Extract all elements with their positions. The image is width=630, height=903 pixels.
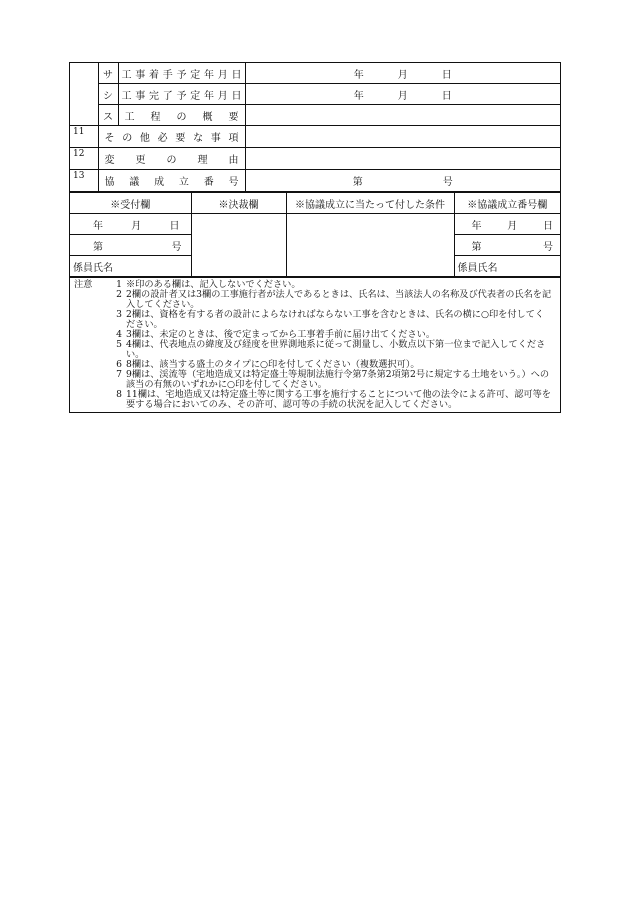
row-mark: ス	[98, 105, 118, 126]
number-prefix: 第	[93, 241, 103, 253]
note-text: 2欄の設計者又は3欄の工事施行者が法人であるときは、氏名は、当該法人の名称及び代表者の氏名を記入してください。	[126, 289, 552, 310]
reception-date-field[interactable]	[70, 214, 191, 235]
conditions-header: ※協議成立に当たって付した条件	[286, 193, 454, 214]
year-label: 年	[353, 69, 364, 81]
reception-header: ※受付欄	[70, 193, 191, 214]
lower-date-row	[70, 214, 560, 235]
other-matters-field[interactable]	[245, 126, 560, 148]
number-suffix: 号	[442, 177, 453, 188]
number-suffix: 号	[171, 241, 182, 253]
application-form	[69, 62, 561, 413]
note-item	[74, 390, 552, 410]
note-number: 1	[116, 279, 122, 290]
number-prefix: 第	[352, 177, 363, 188]
note-text: 11欄は、宅地造成又は特定盛土等に関する工事を施行することについて他の法令による許可、認可等を要する場合においてのみ、その許可、認可等の手続の状況を記入してください。	[126, 389, 551, 410]
note-number: 7	[116, 369, 122, 380]
note-text: 9欄は、渓流等（宅地造成又は特定盛土等規制法施行令第7条第2項第2号に規定する土地をいう。）への該当の有無のいずれかに○印を付してください。	[126, 369, 550, 390]
row-label: 工事完了予定年月日	[118, 84, 245, 105]
row-12	[70, 148, 560, 170]
note-number: 3	[116, 309, 122, 320]
row-mark: シ	[98, 84, 118, 105]
row-11	[70, 126, 560, 148]
note-number: 5	[116, 339, 122, 350]
row-start-date	[70, 63, 560, 84]
decision-header: ※決裁欄	[191, 193, 286, 214]
note-text: 2欄は、資格を有する者の設計によらなければならない工事を含むときは、氏名の横に○印を付してください。	[126, 309, 545, 330]
lower-table	[70, 192, 560, 277]
row-number: 11	[70, 126, 98, 148]
process-outline-field[interactable]	[245, 105, 560, 126]
note-text: 4欄は、代表地点の緯度及び経度を世界測地系に従って測量し、小数点以下第一位まで記入してください。	[126, 339, 546, 360]
note-number: 6	[116, 359, 122, 370]
row-label: 変更の理由	[98, 148, 245, 170]
note-number: 8	[116, 389, 122, 400]
agreement-number-header: ※協議成立番号欄	[454, 193, 560, 214]
reception-number-field[interactable]	[70, 235, 191, 256]
row-label: 工事着手予定年月日	[118, 63, 245, 84]
agreement-staff-field[interactable]	[454, 256, 560, 277]
year-label: 年	[93, 220, 103, 232]
row-process-outline	[70, 105, 560, 126]
group-number-cell	[70, 63, 98, 126]
number-suffix: 号	[543, 241, 553, 253]
notes-section	[70, 277, 560, 412]
year-label: 年	[471, 220, 482, 232]
day-label: 日	[441, 90, 452, 102]
month-label: 月	[397, 69, 408, 81]
day-label: 日	[441, 69, 452, 81]
number-prefix: 第	[471, 241, 482, 253]
start-date-field[interactable]	[245, 63, 560, 84]
note-text: 3欄は、未定のときは、後で定まってから工事着手前に届け出てください。	[126, 329, 436, 340]
staff-label: 係員氏名	[457, 262, 498, 274]
staff-label: 係員氏名	[73, 262, 113, 274]
end-date-field[interactable]	[245, 84, 560, 105]
row-13	[70, 170, 560, 192]
month-label: 月	[131, 220, 142, 232]
day-label: 日	[543, 220, 553, 232]
row-label: 工程の概要	[118, 105, 245, 126]
year-label: 年	[353, 90, 364, 102]
agreement-date-field[interactable]	[454, 214, 560, 235]
note-item	[74, 340, 552, 360]
month-label: 月	[507, 220, 518, 232]
conditions-field[interactable]	[286, 214, 454, 277]
lower-header-row	[70, 193, 560, 214]
change-reason-field[interactable]	[245, 148, 560, 170]
row-end-date	[70, 84, 560, 105]
day-label: 日	[169, 220, 180, 232]
month-label: 月	[397, 90, 408, 102]
upper-table	[70, 63, 560, 192]
agreement-number-field[interactable]	[245, 170, 560, 192]
note-number: 4	[116, 329, 122, 340]
note-item	[74, 310, 552, 330]
note-item	[74, 370, 552, 390]
agreement-number-value-field[interactable]	[454, 235, 560, 256]
row-label: 協議成立番号	[98, 170, 245, 192]
reception-staff-field[interactable]	[70, 256, 191, 277]
note-number: 2	[116, 289, 122, 300]
notes-title: 注意	[74, 279, 93, 290]
note-text: 8欄は、該当する盛土のタイプに○印を付してください（複数選択可）。	[126, 359, 420, 370]
row-mark: サ	[98, 63, 118, 84]
row-label: その他必要な事項	[98, 126, 245, 148]
note-item	[74, 290, 552, 310]
row-number: 13	[70, 170, 98, 192]
decision-field[interactable]	[191, 214, 286, 277]
note-text: ※印のある欄は、記入しないでください。	[126, 279, 301, 290]
row-number: 12	[70, 148, 98, 170]
